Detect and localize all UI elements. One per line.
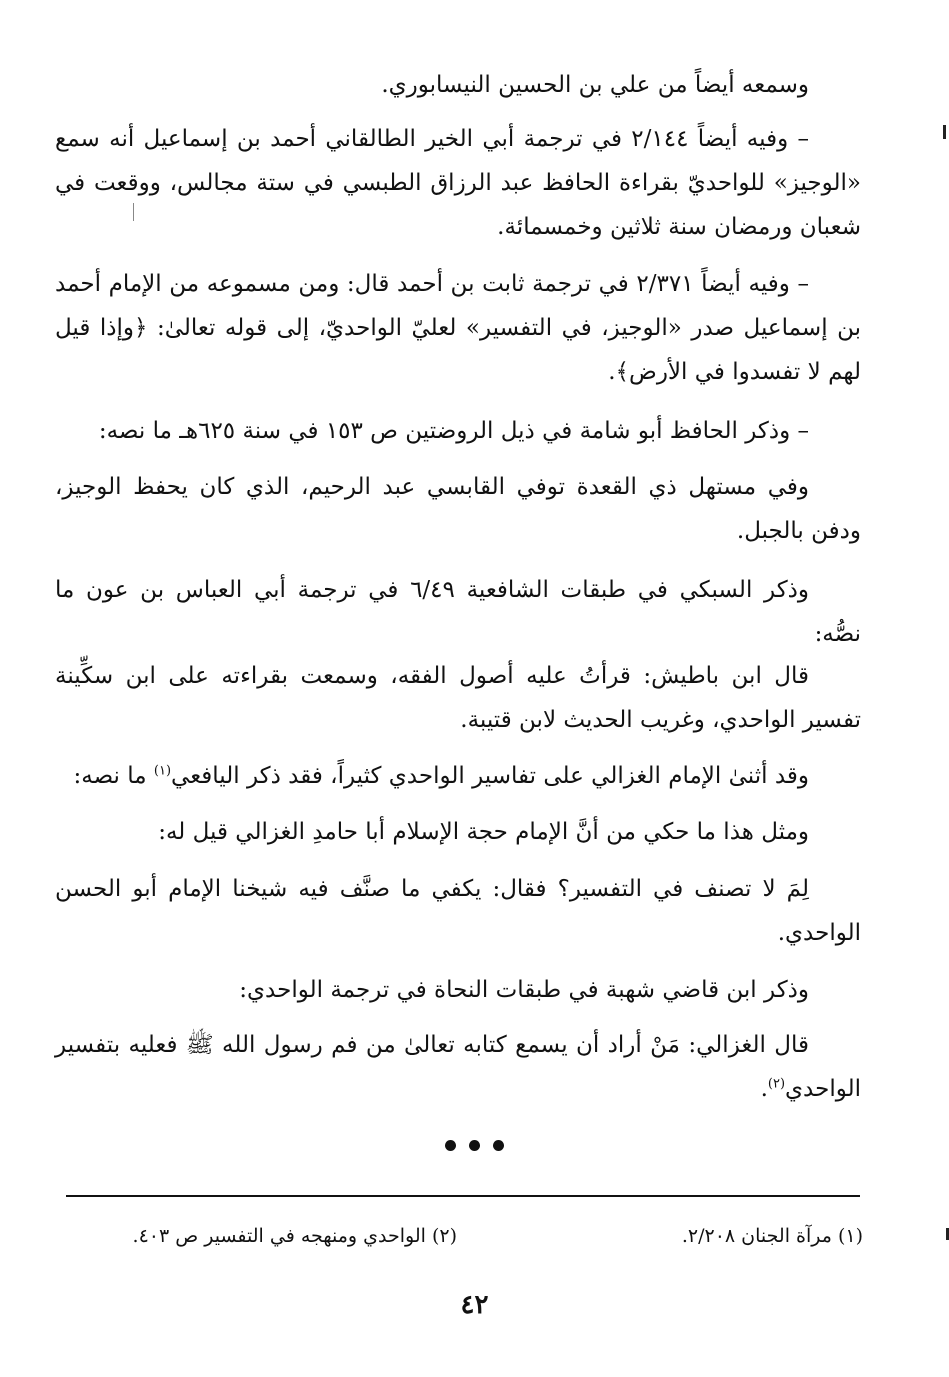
- paragraph-9: ومثل هذا ما حكي من أنَّ الإمام حجة الإسلام أبا حامدِ الغزالي قيل له:: [158, 819, 809, 845]
- paragraph-10: لِمَ لا تصنف في التفسير؟ فقال: يكفي ما صنَّف فيه شيخنا الإمام أبو الحسن الواحدي.: [55, 876, 861, 946]
- scan-edge-mark: [943, 125, 946, 139]
- paragraph-2: – وفيه أيضاً ٢/١٤٤ في ترجمة أبي الخير الطالقاني أحمد بن إسماعيل أنه سمع «الوجيز» للواحديّ بقراءة الحافظ عبد الرزاق الطبسي في ستة مجالس، ووقعت في شعبان ورمضان سنة ثلاثين وخمسمائة.: [55, 126, 861, 240]
- footnote-ref-2: (٢): [767, 1076, 786, 1092]
- section-separator: [0, 1140, 949, 1151]
- separator-dot: [445, 1140, 456, 1151]
- scan-speck: [133, 203, 134, 221]
- footnote-1: (١) مرآة الجنان ٢/٢٠٨.: [681, 1225, 863, 1247]
- paragraph-8-tail: ما نصه:: [73, 763, 147, 789]
- paragraph-7: قال ابن باطيش: قرأتُ عليه أصول الفقه، وسمعت بقراءته على ابن سكِّينة تفسير الواحدي، وغريب الحديث لابن قتيبة.: [55, 663, 861, 733]
- paragraph-12-end: .: [760, 1076, 768, 1102]
- paragraph-8-text: وقد أثنىٰ الإمام الغزالي على تفاسير الواحدي كثيراً، فقد ذكر اليافعي: [171, 763, 809, 789]
- paragraph-1: وسمعه أيضاً من علي بن الحسين النيسابوري.: [381, 72, 809, 98]
- paragraph-3: – وفيه أيضاً ٢/٣٧١ في ترجمة ثابت بن أحمد قال: ومن مسموعه من الإمام أحمد بن إسماعيل صدر «الوجيز، في التفسير» لعليّ الواحديّ، إلى قوله تعالىٰ: ﴿وإذا قيل لهم لا تفسدوا في الأرض﴾.: [55, 271, 861, 385]
- separator-dot: [493, 1140, 504, 1151]
- paragraph-5: وفي مستهل ذي القعدة توفي القابسي عبد الرحيم، الذي كان يحفظ الوجيز، ودفن بالجبل.: [55, 474, 861, 544]
- footnote-2: (٢) الواحدي ومنهجه في التفسير ص ٤٠٣.: [132, 1225, 457, 1247]
- paragraph-11: وذكر ابن قاضي شهبة في طبقات النحاة في ترجمة الواحدي:: [239, 977, 809, 1003]
- footnote-rule: [66, 1195, 860, 1197]
- separator-dot: [469, 1140, 480, 1151]
- paragraph-12: [55, 1023, 861, 1111]
- page-number: ٤٢: [460, 1290, 489, 1320]
- paragraph-8: [55, 754, 861, 798]
- paragraph-12-text: قال الغزالي: مَنْ أراد أن يسمع كتابه تعالىٰ من فم رسول الله ﷺ فعليه بتفسير الواحدي: [55, 1032, 861, 1102]
- paragraph-4: – وذكر الحافظ أبو شامة في ذيل الروضتين ص ١٥٣ في سنة ٦٢٥هـ ما نصه:: [98, 418, 809, 444]
- paragraph-6: وذكر السبكي في طبقات الشافعية ٦/٤٩ في ترجمة أبي العباس بن عون ما نصُّه:: [55, 577, 861, 647]
- footnote-ref-1: (١): [153, 763, 172, 779]
